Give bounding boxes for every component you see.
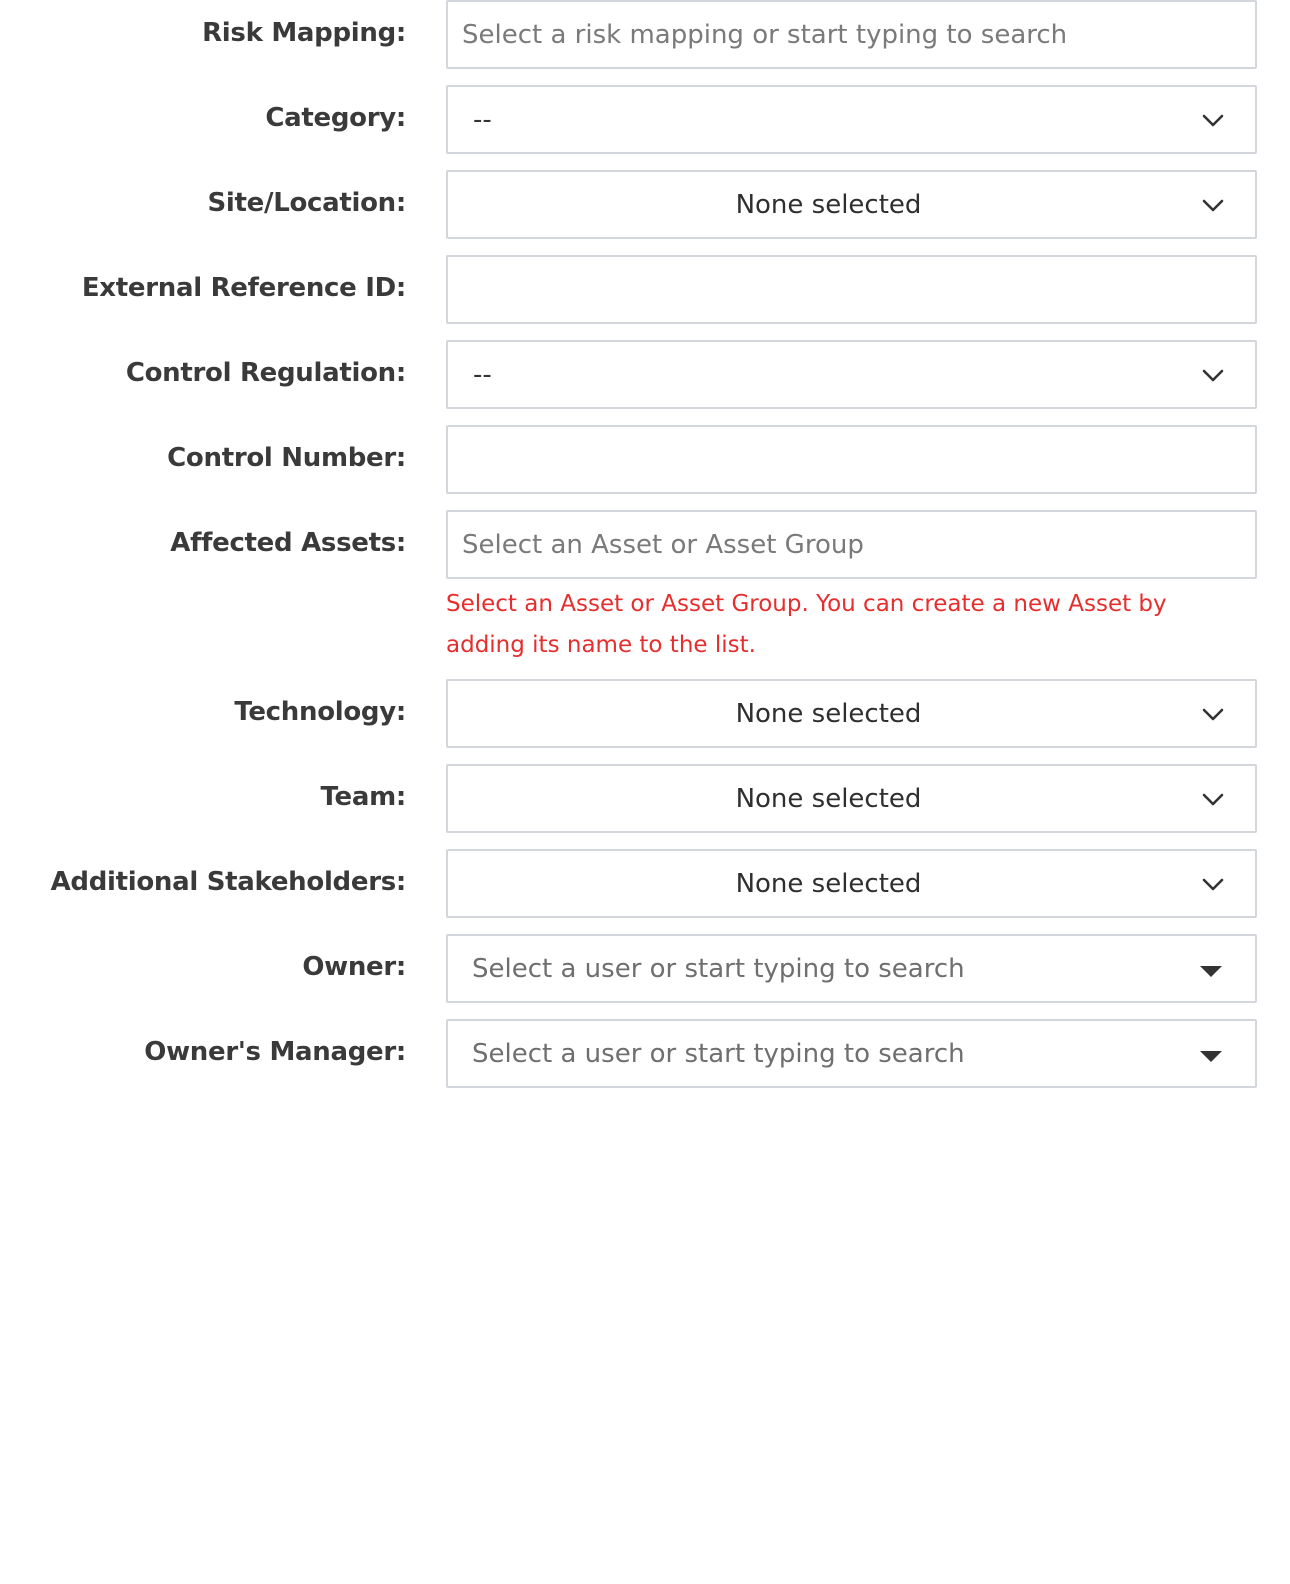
site-location-label: Site/Location: <box>207 188 406 218</box>
additional-stakeholders-label: Additional Stakeholders: <box>50 867 406 897</box>
owner-label: Owner: <box>302 952 406 982</box>
team-label: Team: <box>320 782 406 812</box>
owner-placeholder: Select a user or start typing to search <box>472 953 965 984</box>
control-regulation-value: -- <box>473 359 492 390</box>
chevron-down-icon <box>1201 703 1225 727</box>
risk-mapping-placeholder: Select a risk mapping or start typing to search <box>462 19 1068 50</box>
owners-manager-placeholder: Select a user or start typing to search <box>472 1038 965 1069</box>
site-location-multiselect[interactable] <box>446 170 1257 239</box>
external-reference-id-label: External Reference ID: <box>81 273 406 303</box>
control-number-input[interactable] <box>446 425 1257 494</box>
chevron-down-icon <box>1201 109 1225 133</box>
owner-select[interactable] <box>446 934 1257 1003</box>
affected-assets-label: Affected Assets: <box>170 528 406 558</box>
caret-down-icon <box>1199 964 1223 978</box>
team-multiselect[interactable] <box>446 764 1257 833</box>
chevron-down-icon <box>1201 194 1225 218</box>
site-location-value: None selected <box>735 189 922 220</box>
additional-stakeholders-value: None selected <box>735 868 922 899</box>
chevron-down-icon <box>1201 788 1225 812</box>
control-number-label: Control Number: <box>167 443 406 473</box>
risk-mapping-label: Risk Mapping: <box>202 18 406 48</box>
caret-down-icon <box>1199 1049 1223 1063</box>
control-regulation-label: Control Regulation: <box>125 358 406 388</box>
additional-stakeholders-multiselect[interactable] <box>446 849 1257 918</box>
technology-value: None selected <box>735 698 922 729</box>
owners-manager-label: Owner's Manager: <box>144 1037 406 1067</box>
technology-multiselect[interactable] <box>446 679 1257 748</box>
affected-assets-input[interactable] <box>446 510 1257 579</box>
category-label: Category: <box>265 103 406 133</box>
control-regulation-select[interactable] <box>446 340 1257 409</box>
external-reference-id-input[interactable] <box>446 255 1257 324</box>
risk-mapping-input[interactable] <box>446 0 1257 69</box>
owners-manager-select[interactable] <box>446 1019 1257 1088</box>
affected-assets-placeholder: Select an Asset or Asset Group <box>462 529 864 560</box>
affected-assets-help-text: Select an Asset or Asset Group. You can create a new Asset by adding its name to the list. <box>446 591 1167 658</box>
chevron-down-icon <box>1201 873 1225 897</box>
team-value: None selected <box>735 783 922 814</box>
category-select[interactable] <box>446 85 1257 154</box>
technology-label: Technology: <box>234 697 406 727</box>
chevron-down-icon <box>1201 364 1225 388</box>
category-value: -- <box>473 104 492 135</box>
